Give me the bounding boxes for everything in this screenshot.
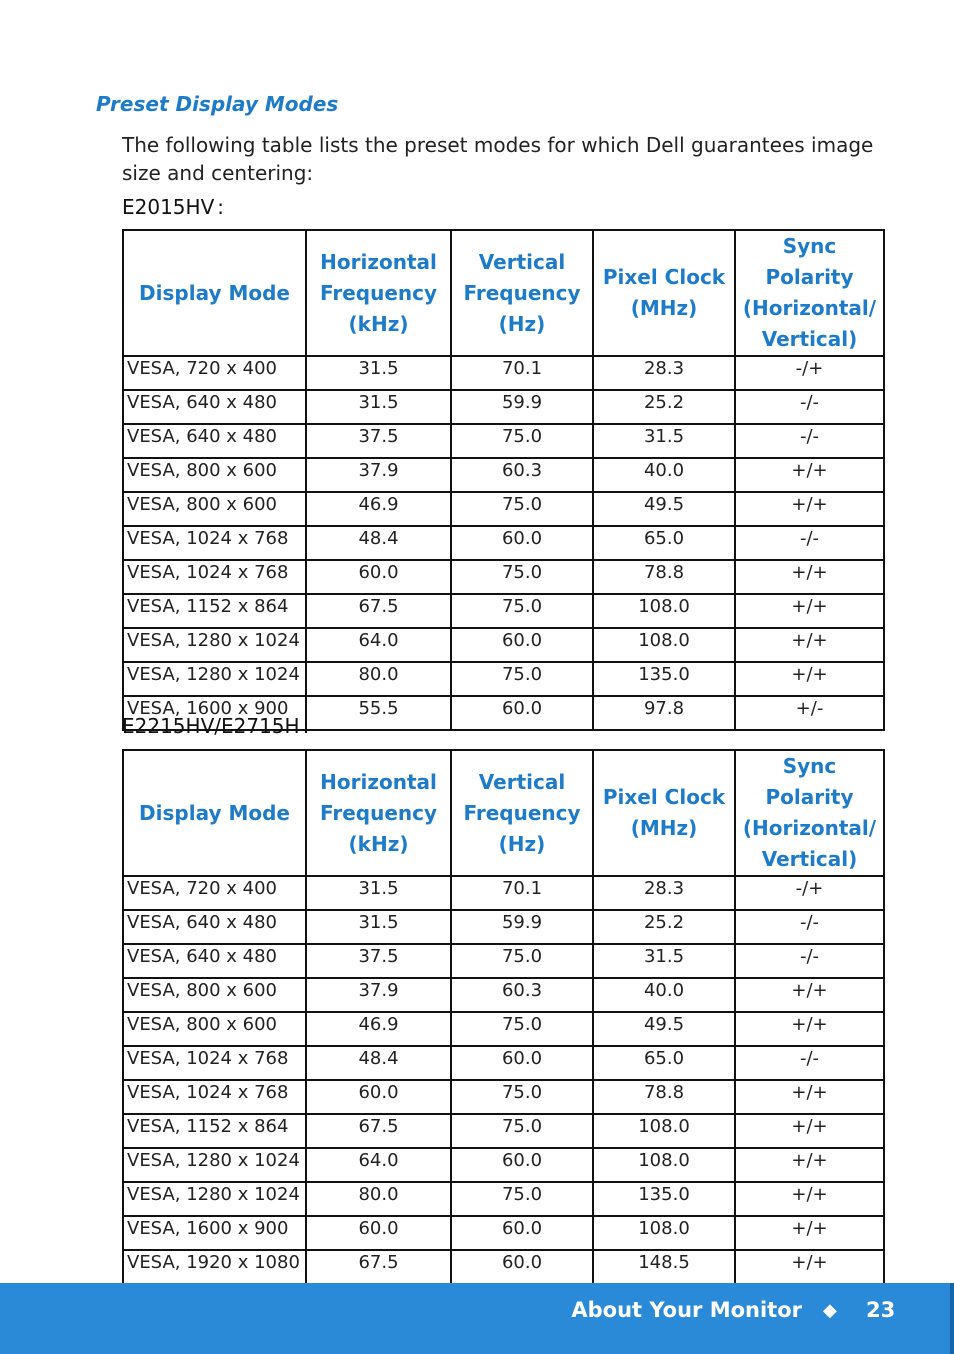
- table-row: [123, 1250, 884, 1284]
- cell-pixel-clock: 78.8: [593, 560, 735, 594]
- cell-sync-polarity: +/+: [735, 1114, 884, 1148]
- cell-vertical-frequency: 75.0: [451, 1114, 593, 1148]
- cell-vertical-frequency: 75.0: [451, 662, 593, 696]
- cell-pixel-clock: 40.0: [593, 458, 735, 492]
- header-horizontal-frequency: Horizontal Frequency (kHz): [306, 230, 451, 356]
- cell-display-mode: VESA, 1152 x 864: [123, 594, 306, 628]
- cell-display-mode: VESA, 1280 x 1024: [123, 662, 306, 696]
- table-row: [123, 526, 884, 560]
- cell-display-mode: VESA, 720 x 400: [123, 356, 306, 390]
- cell-horizontal-frequency: 31.5: [306, 356, 451, 390]
- cell-sync-polarity: -/-: [735, 1046, 884, 1080]
- cell-horizontal-frequency: 46.9: [306, 492, 451, 526]
- cell-sync-polarity: -/+: [735, 876, 884, 910]
- model-label-e2015hv: [122, 195, 224, 219]
- cell-sync-polarity: +/+: [735, 1012, 884, 1046]
- cell-pixel-clock: 97.8: [593, 696, 735, 730]
- cell-pixel-clock: 108.0: [593, 594, 735, 628]
- cell-pixel-clock: 49.5: [593, 1012, 735, 1046]
- cell-sync-polarity: +/+: [735, 1216, 884, 1250]
- cell-vertical-frequency: 60.0: [451, 696, 593, 730]
- cell-horizontal-frequency: 37.9: [306, 458, 451, 492]
- cell-pixel-clock: 148.5: [593, 1250, 735, 1284]
- cell-pixel-clock: 78.8: [593, 1080, 735, 1114]
- cell-sync-polarity: -/-: [735, 910, 884, 944]
- header-row: [123, 230, 884, 356]
- table-row: [123, 390, 884, 424]
- cell-horizontal-frequency: 67.5: [306, 1250, 451, 1284]
- header-pixel-clock: Pixel Clock (MHz): [593, 230, 735, 356]
- footer-section-title: About Your Monitor: [571, 1298, 802, 1322]
- cell-pixel-clock: 49.5: [593, 492, 735, 526]
- cell-horizontal-frequency: 46.9: [306, 1012, 451, 1046]
- cell-horizontal-frequency: 31.5: [306, 876, 451, 910]
- cell-sync-polarity: +/+: [735, 458, 884, 492]
- cell-horizontal-frequency: 64.0: [306, 628, 451, 662]
- cell-pixel-clock: 108.0: [593, 1114, 735, 1148]
- cell-display-mode: VESA, 1024 x 768: [123, 560, 306, 594]
- cell-pixel-clock: 135.0: [593, 662, 735, 696]
- cell-display-mode: VESA, 640 x 480: [123, 910, 306, 944]
- cell-vertical-frequency: 60.0: [451, 628, 593, 662]
- cell-sync-polarity: +/+: [735, 560, 884, 594]
- header-vertical-frequency: Vertical Frequency (Hz): [451, 750, 593, 876]
- cell-pixel-clock: 28.3: [593, 876, 735, 910]
- cell-sync-polarity: -/-: [735, 944, 884, 978]
- header-vertical-frequency: Vertical Frequency (Hz): [451, 230, 593, 356]
- cell-vertical-frequency: 60.0: [451, 1216, 593, 1250]
- table-row: [123, 560, 884, 594]
- cell-display-mode: VESA, 1024 x 768: [123, 1080, 306, 1114]
- cell-sync-polarity: +/+: [735, 978, 884, 1012]
- cell-pixel-clock: 25.2: [593, 910, 735, 944]
- cell-sync-polarity: -/-: [735, 424, 884, 458]
- section-title: Preset Display Modes: [96, 92, 339, 116]
- cell-horizontal-frequency: 64.0: [306, 1148, 451, 1182]
- cell-pixel-clock: 31.5: [593, 424, 735, 458]
- table-row: [123, 628, 884, 662]
- cell-vertical-frequency: 60.0: [451, 1250, 593, 1284]
- cell-vertical-frequency: 75.0: [451, 1012, 593, 1046]
- cell-display-mode: VESA, 1600 x 900: [123, 1216, 306, 1250]
- cell-horizontal-frequency: 60.0: [306, 1216, 451, 1250]
- cell-display-mode: VESA, 1600 x 900: [123, 696, 306, 730]
- cell-display-mode: VESA, 1280 x 1024: [123, 1148, 306, 1182]
- cell-horizontal-frequency: 37.9: [306, 978, 451, 1012]
- cell-vertical-frequency: 70.1: [451, 356, 593, 390]
- intro-paragraph: The following table lists the preset modes for which Dell guarantees image size and centering:: [122, 133, 874, 185]
- table-row: [123, 910, 884, 944]
- cell-horizontal-frequency: 48.4: [306, 1046, 451, 1080]
- cell-sync-polarity: -/-: [735, 526, 884, 560]
- table-row: [123, 458, 884, 492]
- cell-pixel-clock: 108.0: [593, 1148, 735, 1182]
- table-row: [123, 944, 884, 978]
- cell-vertical-frequency: 75.0: [451, 1080, 593, 1114]
- table-row: [123, 1012, 884, 1046]
- table-row: [123, 662, 884, 696]
- cell-display-mode: VESA, 800 x 600: [123, 492, 306, 526]
- cell-horizontal-frequency: 37.5: [306, 944, 451, 978]
- cell-vertical-frequency: 75.0: [451, 492, 593, 526]
- table-row: [123, 1080, 884, 1114]
- cell-display-mode: VESA, 1024 x 768: [123, 526, 306, 560]
- cell-pixel-clock: 65.0: [593, 526, 735, 560]
- cell-display-mode: VESA, 1280 x 1024: [123, 628, 306, 662]
- cell-vertical-frequency: 60.0: [451, 1148, 593, 1182]
- cell-horizontal-frequency: 60.0: [306, 1080, 451, 1114]
- cell-display-mode: VESA, 1152 x 864: [123, 1114, 306, 1148]
- cell-vertical-frequency: 75.0: [451, 594, 593, 628]
- model-name: E2015HV: [122, 195, 215, 219]
- cell-sync-polarity: -/-: [735, 390, 884, 424]
- model-colon: :: [302, 714, 310, 738]
- table-row: [123, 876, 884, 910]
- cell-horizontal-frequency: 80.0: [306, 1182, 451, 1216]
- cell-pixel-clock: 31.5: [593, 944, 735, 978]
- table-row: [123, 356, 884, 390]
- header-horizontal-frequency: Horizontal Frequency (kHz): [306, 750, 451, 876]
- cell-vertical-frequency: 75.0: [451, 1182, 593, 1216]
- footer-edge: [950, 1283, 954, 1354]
- diamond-icon: ◆: [823, 1300, 837, 1321]
- cell-horizontal-frequency: 55.5: [306, 696, 451, 730]
- preset-modes-table-e2215hv-e2715h: [122, 749, 885, 1285]
- cell-sync-polarity: +/-: [735, 696, 884, 730]
- cell-horizontal-frequency: 67.5: [306, 1114, 451, 1148]
- cell-sync-polarity: +/+: [735, 1148, 884, 1182]
- table-row: [123, 594, 884, 628]
- cell-horizontal-frequency: 60.0: [306, 560, 451, 594]
- table-row: [123, 1216, 884, 1250]
- cell-display-mode: VESA, 1024 x 768: [123, 1046, 306, 1080]
- cell-pixel-clock: 40.0: [593, 978, 735, 1012]
- cell-vertical-frequency: 60.3: [451, 978, 593, 1012]
- table-row: [123, 1114, 884, 1148]
- table-row: [123, 978, 884, 1012]
- cell-pixel-clock: 65.0: [593, 1046, 735, 1080]
- cell-display-mode: VESA, 640 x 480: [123, 390, 306, 424]
- page-number: 23: [866, 1298, 896, 1322]
- cell-sync-polarity: +/+: [735, 1080, 884, 1114]
- header-row: [123, 750, 884, 876]
- table-row: [123, 1182, 884, 1216]
- model-label-e2215hv-e2715h: [122, 714, 309, 738]
- preset-modes-table-e2015hv: [122, 229, 885, 731]
- cell-display-mode: VESA, 1920 x 1080: [123, 1250, 306, 1284]
- cell-sync-polarity: +/+: [735, 1182, 884, 1216]
- cell-horizontal-frequency: 80.0: [306, 662, 451, 696]
- header-display-mode: Display Mode: [123, 750, 306, 876]
- cell-vertical-frequency: 75.0: [451, 944, 593, 978]
- cell-display-mode: VESA, 640 x 480: [123, 424, 306, 458]
- cell-display-mode: VESA, 640 x 480: [123, 944, 306, 978]
- cell-vertical-frequency: 70.1: [451, 876, 593, 910]
- cell-horizontal-frequency: 67.5: [306, 594, 451, 628]
- table-row: [123, 1148, 884, 1182]
- cell-display-mode: VESA, 720 x 400: [123, 876, 306, 910]
- table-row: [123, 492, 884, 526]
- cell-vertical-frequency: 59.9: [451, 910, 593, 944]
- cell-pixel-clock: 135.0: [593, 1182, 735, 1216]
- cell-vertical-frequency: 60.3: [451, 458, 593, 492]
- cell-sync-polarity: +/+: [735, 594, 884, 628]
- cell-vertical-frequency: 75.0: [451, 424, 593, 458]
- cell-display-mode: VESA, 800 x 600: [123, 1012, 306, 1046]
- cell-horizontal-frequency: 48.4: [306, 526, 451, 560]
- cell-display-mode: VESA, 1280 x 1024: [123, 1182, 306, 1216]
- cell-pixel-clock: 108.0: [593, 628, 735, 662]
- cell-display-mode: VESA, 800 x 600: [123, 458, 306, 492]
- cell-vertical-frequency: 60.0: [451, 526, 593, 560]
- cell-sync-polarity: +/+: [735, 1250, 884, 1284]
- header-sync-polarity: Sync Polarity (Horizontal/ Vertical): [735, 230, 884, 356]
- header-display-mode: Display Mode: [123, 230, 306, 356]
- header-pixel-clock: Pixel Clock (MHz): [593, 750, 735, 876]
- model-name: E2215HV/E2715H: [122, 714, 300, 738]
- cell-sync-polarity: -/+: [735, 356, 884, 390]
- cell-pixel-clock: 25.2: [593, 390, 735, 424]
- cell-horizontal-frequency: 37.5: [306, 424, 451, 458]
- cell-pixel-clock: 108.0: [593, 1216, 735, 1250]
- table-row: [123, 1046, 884, 1080]
- cell-vertical-frequency: 59.9: [451, 390, 593, 424]
- page-footer: [0, 1283, 954, 1354]
- cell-sync-polarity: +/+: [735, 492, 884, 526]
- header-sync-polarity: Sync Polarity (Horizontal/ Vertical): [735, 750, 884, 876]
- table-row: [123, 424, 884, 458]
- cell-horizontal-frequency: 31.5: [306, 910, 451, 944]
- cell-sync-polarity: +/+: [735, 628, 884, 662]
- cell-pixel-clock: 28.3: [593, 356, 735, 390]
- cell-sync-polarity: +/+: [735, 662, 884, 696]
- cell-display-mode: VESA, 800 x 600: [123, 978, 306, 1012]
- model-colon: :: [217, 195, 225, 219]
- cell-vertical-frequency: 75.0: [451, 560, 593, 594]
- cell-vertical-frequency: 60.0: [451, 1046, 593, 1080]
- cell-horizontal-frequency: 31.5: [306, 390, 451, 424]
